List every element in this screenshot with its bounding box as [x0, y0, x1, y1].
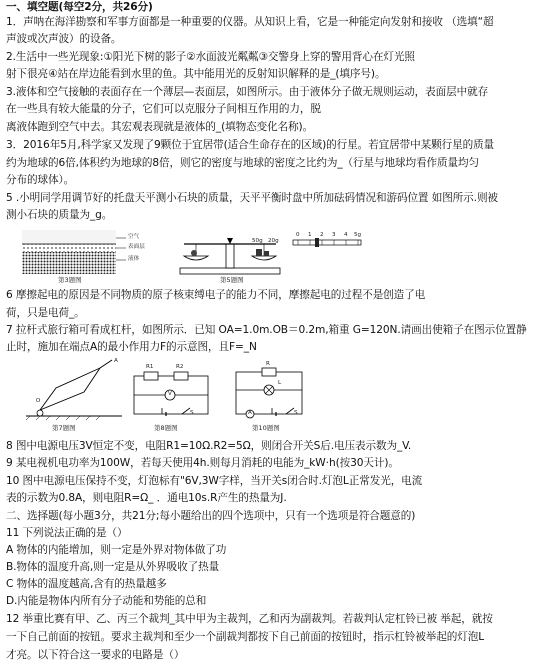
- balance-diagram: [170, 226, 290, 276]
- question-3-line-1: 3.液体和空气接触的表面存在一个薄层—表面层，如图所示。由于液体分子做无规则运动，表面层中就存: [6, 86, 489, 98]
- question-4-line-1: 3．2016年5月,科学家又发现了9颗位于宜居带(适合生命存在的区域)的行星。若宜居带中某颗行星的质量: [6, 139, 495, 151]
- question-1-line-1: 1．声呐在海洋勘察和军事方面都是一种重要的仪器。从知识上看，它是一种能定向发射和接收 （选填“超: [6, 16, 494, 28]
- scale-tick-4: 4: [344, 232, 348, 238]
- question-2-line-1: 2.生活中一些光现象:①阳光下树的影子②水面波光粼粼③交警身上穿的警用背心在灯光照: [6, 51, 415, 63]
- label-surface-layer: 表面层: [128, 244, 145, 250]
- circuit-r1-r2-diagram: [132, 368, 212, 420]
- figure-10-circuit: [232, 361, 308, 420]
- figure-3-caption: 第3题图: [58, 276, 82, 284]
- label-resistor-r: R: [266, 361, 270, 367]
- question-7-line-2: 止时，施加在端点A的最小作用力F的示意图，且F=_N: [6, 341, 257, 353]
- label-switch-s: S: [190, 410, 194, 416]
- question-6-line-1: 6 摩擦起电的原因是不同物质的原子核束缚电子的能力不同，摩擦起电的过程不是创造了电: [6, 289, 426, 301]
- question-4-line-3: 分布的球体）。: [6, 174, 75, 186]
- question-6-line-2: 荷，只是电荷_。: [6, 307, 85, 319]
- label-air: 空气: [128, 234, 140, 240]
- figure-8-caption: 第8题图: [154, 424, 178, 432]
- question-7-line-1: 7 拉杆式旅行箱可看成杠杆，如图所示．已知 OA=1.0m.OB＝0.2m,箱重 G=120N.请画出使箱子在图示位置静: [6, 324, 527, 336]
- label-r1: R1: [146, 364, 154, 370]
- question-10-line-2: 表的示数为0.8A，则电阻R=Ω_ ．通电10s.R产生的热量为J.: [6, 492, 287, 504]
- question-11-option-b: B.物体的温度升高,则一定是从外界吸收了热量: [6, 561, 220, 573]
- weight-20g: 20g: [268, 238, 279, 244]
- label-lamp-l: L: [278, 380, 282, 386]
- label-point-o: O: [36, 398, 41, 404]
- luggage-lever-diagram: [26, 358, 126, 422]
- question-4-line-2: 约为地球的6倍,体积约为地球的8倍，则它的密度与地球的密度之比约为_（行星与地球均看作质量均匀: [6, 157, 479, 169]
- figure-5-caption: 第5题图: [220, 276, 244, 284]
- scale-tick-5g: 5g: [354, 232, 362, 238]
- question-11-option-c: C 物体的温度越高,含有的热量越多: [6, 578, 167, 590]
- question-5-line-2: 测小石块的质量为_g。: [6, 209, 113, 221]
- label-switch-s: S: [294, 410, 298, 416]
- scale-tick-2: 2: [320, 232, 324, 238]
- scale-tick-0: 0: [296, 232, 300, 238]
- question-3-line-3: 离液体跑到空气中去。其宏观表现就是液体的_(填物态变化名称)。: [6, 121, 314, 133]
- label-point-a: A: [114, 358, 118, 364]
- label-liquid: 液体: [128, 256, 140, 262]
- question-12-line-2: 一下自己前面的按钮。要求主裁判和至少一个副裁判都按下自己前面的按钮时，指示杠铃被举起的灯泡L: [6, 631, 485, 643]
- figure-5-scale: [292, 232, 364, 252]
- question-2-line-2: 射下很亮④站在岸边能看到水里的鱼。其中能用光的反射知识解释的是_(填序号)。: [6, 68, 386, 80]
- question-12-line-1: 12 举重比赛有甲、乙、丙三个裁判_其中甲为主裁判，乙和丙为副裁判。若裁判认定杠铃已被 举起，就按: [6, 613, 493, 625]
- question-8: 8 图中电源电压3V恒定不变，电阻R1=10Ω.R2=5Ω，则闭合开关S后.电压表示数为_V.: [6, 440, 412, 452]
- question-1-line-2: 声波或次声波）的设备。: [6, 33, 122, 45]
- figure-7-caption: 第7题图: [52, 424, 76, 432]
- label-r2: R2: [176, 364, 184, 370]
- question-3-line-2: 在一些具有较大能量的分子，它们可以克服分子间相互作用的力，脱: [6, 103, 321, 115]
- question-12-line-3: 才亮。以下符合这一要求的电路是（）: [6, 649, 185, 661]
- question-10-line-1: 10 图中电源电压保持不变，灯泡标有"6V,3W字样，当开关s闭合时.灯泡L正常发光，电流: [6, 475, 423, 487]
- surface-layer-diagram: [22, 230, 162, 274]
- question-11-option-d: D.内能是物体内所有分子动能和势能的总和: [6, 595, 207, 607]
- question-5-line-1: 5 .小明同学用调节好的托盘天平测小石块的质量，天平平衡时盘中所加砝码情况和游码位置 如图所示.则被: [6, 192, 498, 204]
- section-heading-fill-blank: 一、填空题(每空2分，共26分): [6, 1, 153, 13]
- section-heading-multiple-choice: 二、选择题(每小题3分，共21分;每小题给出的四个选项中，只有一个选项是符合题意的): [6, 510, 416, 522]
- figure-8-circuit: [132, 364, 212, 420]
- weight-50g: 50g: [252, 238, 263, 244]
- figure-7-luggage: [26, 358, 126, 422]
- figure-10-caption: 第10题图: [252, 424, 280, 432]
- scale-tick-3: 3: [332, 232, 336, 238]
- question-11-stem: 11 下列说法正确的是（）: [6, 527, 128, 539]
- scale-tick-1: 1: [308, 232, 312, 238]
- question-9: 9 某电视机电功率为100W，若每天使用4h.则每月消耗的电能为_kW·h(按30天计)。: [6, 457, 399, 469]
- figure-5-balance: [170, 226, 290, 276]
- figure-3-surface-layer: [22, 230, 162, 274]
- question-11-option-a: A 物体的内能增加，则一定是外界对物体做了功: [6, 544, 227, 556]
- label-ammeter-a: A: [248, 410, 252, 416]
- label-voltmeter: V: [168, 391, 172, 397]
